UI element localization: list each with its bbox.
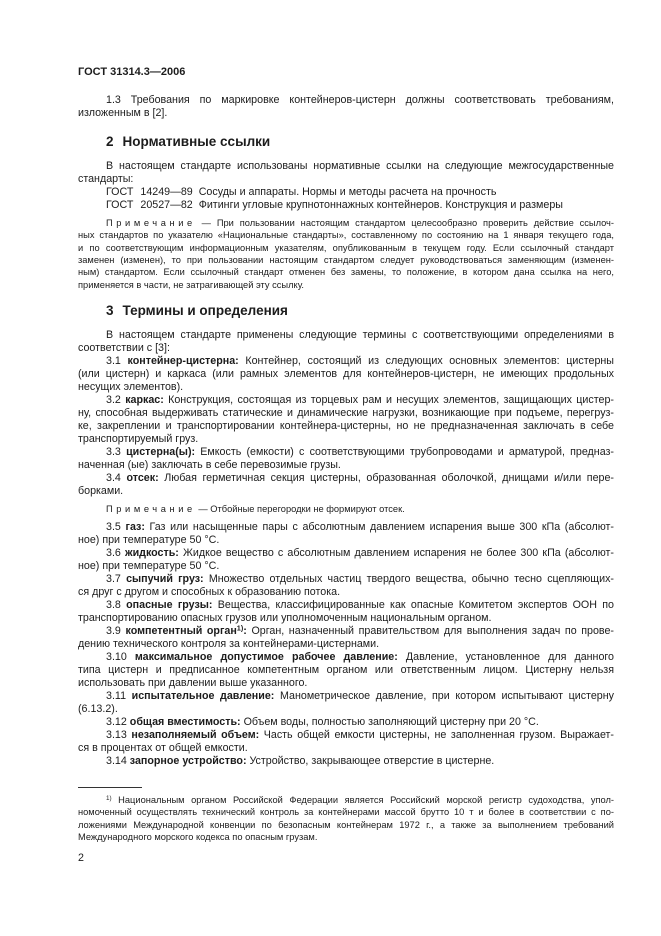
section-heading (78, 303, 614, 319)
term-name: незаполняемый объем: (131, 728, 260, 741)
term-definition-line: использовать при давлении выше указанного. (78, 676, 308, 689)
reference-code: ГОСТ (106, 185, 134, 198)
term-definition-line: транспортированию опасных грузов или уполномоченным национальным органом. (78, 611, 492, 624)
term-definition-line: ное) при температуре 50 °C. (78, 559, 220, 572)
term-definition-line: (или цистерн) и каркаса (или рамных элементов для контейнеров-цистерн, не имеющих продольных (78, 367, 614, 380)
term-definition-line: ну, способная выдерживать статические и динамические нагрузки, возникающие при подъеме, перегруз- (78, 406, 614, 419)
section-3-note (78, 503, 614, 515)
term-name: отсек: (126, 471, 159, 484)
term-definition: Орган, назначенный правительством для выполнения задач по прове- (251, 624, 614, 637)
term-name: сыпучий груз: (126, 572, 204, 585)
note-line: ных стандартов по указателю «Национальные стандарты», составленному по состоянию на 1 января текущего года, (78, 230, 614, 241)
footnote-line: Международного морского кодекса по опасным грузам. (78, 831, 318, 842)
footnote-mark: 1) (106, 794, 112, 802)
term-definition: Любая герметичная секция цистерны, образованная оболочкой, днищами и/или пере- (164, 471, 614, 484)
term-definition: Контейнер, состоящий из следующих основных элементов: цистерны (245, 354, 614, 367)
reference-title: Фитинги угловые крупнотоннажных контейнеров. Конструкция и размеры (198, 198, 563, 211)
footnote-line: ложениями Международной конвенции по безопасным контейнерам 1972 г., а также за выполнением требований (78, 819, 614, 830)
term-number: 3.6 (106, 546, 121, 559)
term-3-10 (78, 651, 614, 664)
term-name: газ: (125, 520, 145, 533)
term-number: 3.4 (106, 471, 121, 484)
term-3-11 (78, 690, 614, 703)
term-3-1 (78, 355, 614, 368)
footnote-line: номоченный осуществлять технический контроль за контейнерами массой брутто 10 т и более в соответствии с по- (78, 807, 614, 818)
term-definition: Вещества, классифицированные как опасные Комитетом экспертов ООН по (217, 598, 614, 611)
term-definition-line: наченная (ые) заключать в себе перевозимые грузы. (78, 458, 341, 471)
section-number: 2 (106, 134, 114, 149)
footnote-text: Национальным органом Российской Федерации является Российский морской регистр судоходства, упол- (118, 794, 614, 805)
term-number: 3.13 (106, 728, 127, 741)
page-header (78, 66, 614, 79)
note-line: ным) стандартом. Если ссылочный стандарт отменен без замены, то положение, в котором дана ссылка на него, (78, 267, 614, 278)
footnote-line (78, 794, 614, 806)
term-definition-line: дению технического контроля за контейнерами-цистернами. (78, 637, 380, 650)
clause-1-3 (78, 94, 614, 120)
term-definition-line: транспортируемый груз. (78, 432, 199, 445)
term-definition-line: ся друг с другом и способных к образованию потока. (78, 585, 341, 598)
note-label: Примечание (106, 504, 196, 514)
section-2-body (78, 160, 614, 212)
term-number: 3.1 (106, 354, 121, 367)
term-definition-line: ке, закреплении и транспортировании контейнера-цистерны, но не предназначенная заключать в себе (78, 419, 614, 432)
term-definition: Давление, установленное для данного (405, 650, 614, 663)
term-number: 3.8 (106, 598, 121, 611)
term-definition-line: борками. (78, 484, 124, 497)
term-name: цистерна(ы): (126, 445, 196, 458)
note-line: применяется в части, не затрагивающей эту ссылку. (78, 279, 304, 290)
term-3-7 (78, 573, 614, 586)
section-title: Нормативные ссылки (122, 134, 271, 149)
term-number: 3.3 (106, 445, 121, 458)
page-footer (78, 852, 614, 865)
section-number: 3 (106, 303, 114, 318)
note-text: При пользовании настоящим стандартом целесообразно проверить действие ссылоч- (216, 217, 614, 228)
term-number: 3.14 (106, 754, 127, 767)
term-name: испытательное давление: (131, 689, 275, 702)
footnote-separator (78, 787, 142, 788)
term-definition: Объем воды, полностью заполняющий цистерну при 20 °C. (243, 715, 539, 728)
term-number: 3.12 (106, 715, 127, 728)
clause-text: Требования по маркировке контейнеров-цистерн должны соответствовать требованиям, (130, 93, 614, 106)
page-number: 2 (78, 851, 84, 864)
term-definition-line: несущих элементов). (78, 380, 184, 393)
term-number: 3.2 (106, 393, 121, 406)
section-2-heading (78, 134, 614, 150)
term-definition-line: ся в процентах от общей емкости. (78, 741, 248, 754)
section-3-heading (78, 303, 614, 319)
term-number: 3.5 (106, 520, 121, 533)
term-3-6 (78, 547, 614, 560)
note-label: Примечание (106, 217, 196, 228)
reference-number: 14249—89 (140, 185, 193, 198)
footnote-reference: 1) (236, 622, 244, 632)
term-definition: Манометрическое давление, при котором испытывают цистерну (280, 689, 614, 702)
section-intro-line: соответствии с [3]: (78, 341, 170, 354)
note-line: заменен (изменен), то при пользовании настоящим стандартом следует руководствоваться заменяющим (изменен- (78, 254, 614, 265)
section-heading (78, 134, 614, 150)
document-id: ГОСТ 31314.3—2006 (78, 65, 186, 78)
reference-code: ГОСТ (106, 198, 134, 211)
note-dash: — (198, 504, 208, 514)
clause-number: 1.3 (106, 93, 121, 106)
term-3-8 (78, 599, 614, 612)
term-3-9 (78, 622, 614, 638)
term-definition-line: (6.13.2). (78, 702, 118, 715)
term-name-colon: : (243, 624, 247, 637)
term-3-2 (78, 394, 614, 407)
term-number: 3.7 (106, 572, 121, 585)
section-intro-line: В настоящем стандарте применены следующие термины с соответствующими определениями в (106, 328, 614, 341)
section-2-note (78, 217, 614, 291)
clause-1-3-line: изложенным в [2]. (78, 106, 168, 119)
note-line (78, 503, 614, 515)
footnote (78, 794, 614, 844)
section-3-body-part-1 (78, 329, 614, 498)
normative-reference (78, 199, 614, 212)
term-definition: Конструкция, состоящая из торцевых рам и несущих элементов, защищающих цистер- (168, 393, 614, 406)
term-definition-line: ное) при температуре 50 °C. (78, 533, 220, 546)
term-name: каркас: (125, 393, 164, 406)
term-number: 3.11 (106, 689, 127, 702)
term-number: 3.9 (106, 624, 121, 637)
term-definition-line: типа цистерн и предписанное компетентным органом или ответственным лицом. Цистерну нельзя (78, 663, 614, 676)
term-name: жидкость: (125, 546, 179, 559)
term-name (125, 622, 247, 637)
term-definition: Жидкое вещество с абсолютным давлением испарения не более 300 кПа (абсолют- (183, 546, 614, 559)
term-3-13 (78, 729, 614, 742)
term-3-14 (78, 755, 614, 768)
term-name: общая вместимость: (129, 715, 241, 728)
section-intro-line: В настоящем стандарте использованы нормативные ссылки на следующие межгосударственные (106, 159, 614, 172)
term-3-12 (78, 716, 614, 729)
reference-number: 20527—82 (140, 198, 193, 211)
term-3-3 (78, 446, 614, 459)
term-name: запорное устройство: (129, 754, 247, 767)
term-name: контейнер-цистерна: (127, 354, 239, 367)
term-name-text: компетентный орган (125, 624, 237, 637)
term-3-4 (78, 472, 614, 485)
note-text: Отбойные перегородки не формируют отсек. (210, 504, 405, 514)
clause-1-3-line (78, 94, 614, 107)
section-3-body-part-2 (78, 521, 614, 768)
term-number: 3.10 (106, 650, 127, 663)
term-definition: Емкость (емкости) с соответствующими трубопроводами и арматурой, предназ- (200, 445, 614, 458)
term-definition: Часть общей емкости цистерны, не заполненная грузом. Выражает- (263, 728, 614, 741)
section-title: Термины и определения (122, 303, 288, 318)
reference-title: Сосуды и аппараты. Нормы и методы расчета на прочность (198, 185, 497, 198)
term-definition: Газ или насыщенные пары с абсолютным давлением испарения выше 300 кПа (абсолют- (149, 520, 614, 533)
note-line: и по соответствующим информационным указателям, опубликованным в текущем году. Если ссылочный стандарт (78, 242, 614, 253)
note-line (78, 217, 614, 229)
term-name: максимальное допустимое рабочее давление: (134, 650, 398, 663)
normative-reference (78, 186, 614, 199)
note-dash: — (201, 217, 211, 228)
term-name: опасные грузы: (126, 598, 213, 611)
term-definition: Множество отдельных частиц твердого вещества, обычно тесно сцепляющих- (208, 572, 614, 585)
section-intro-line: стандарты: (78, 172, 134, 185)
term-definition: Устройство, закрывающее отверстие в цистерне. (249, 754, 495, 767)
term-3-5 (78, 521, 614, 534)
